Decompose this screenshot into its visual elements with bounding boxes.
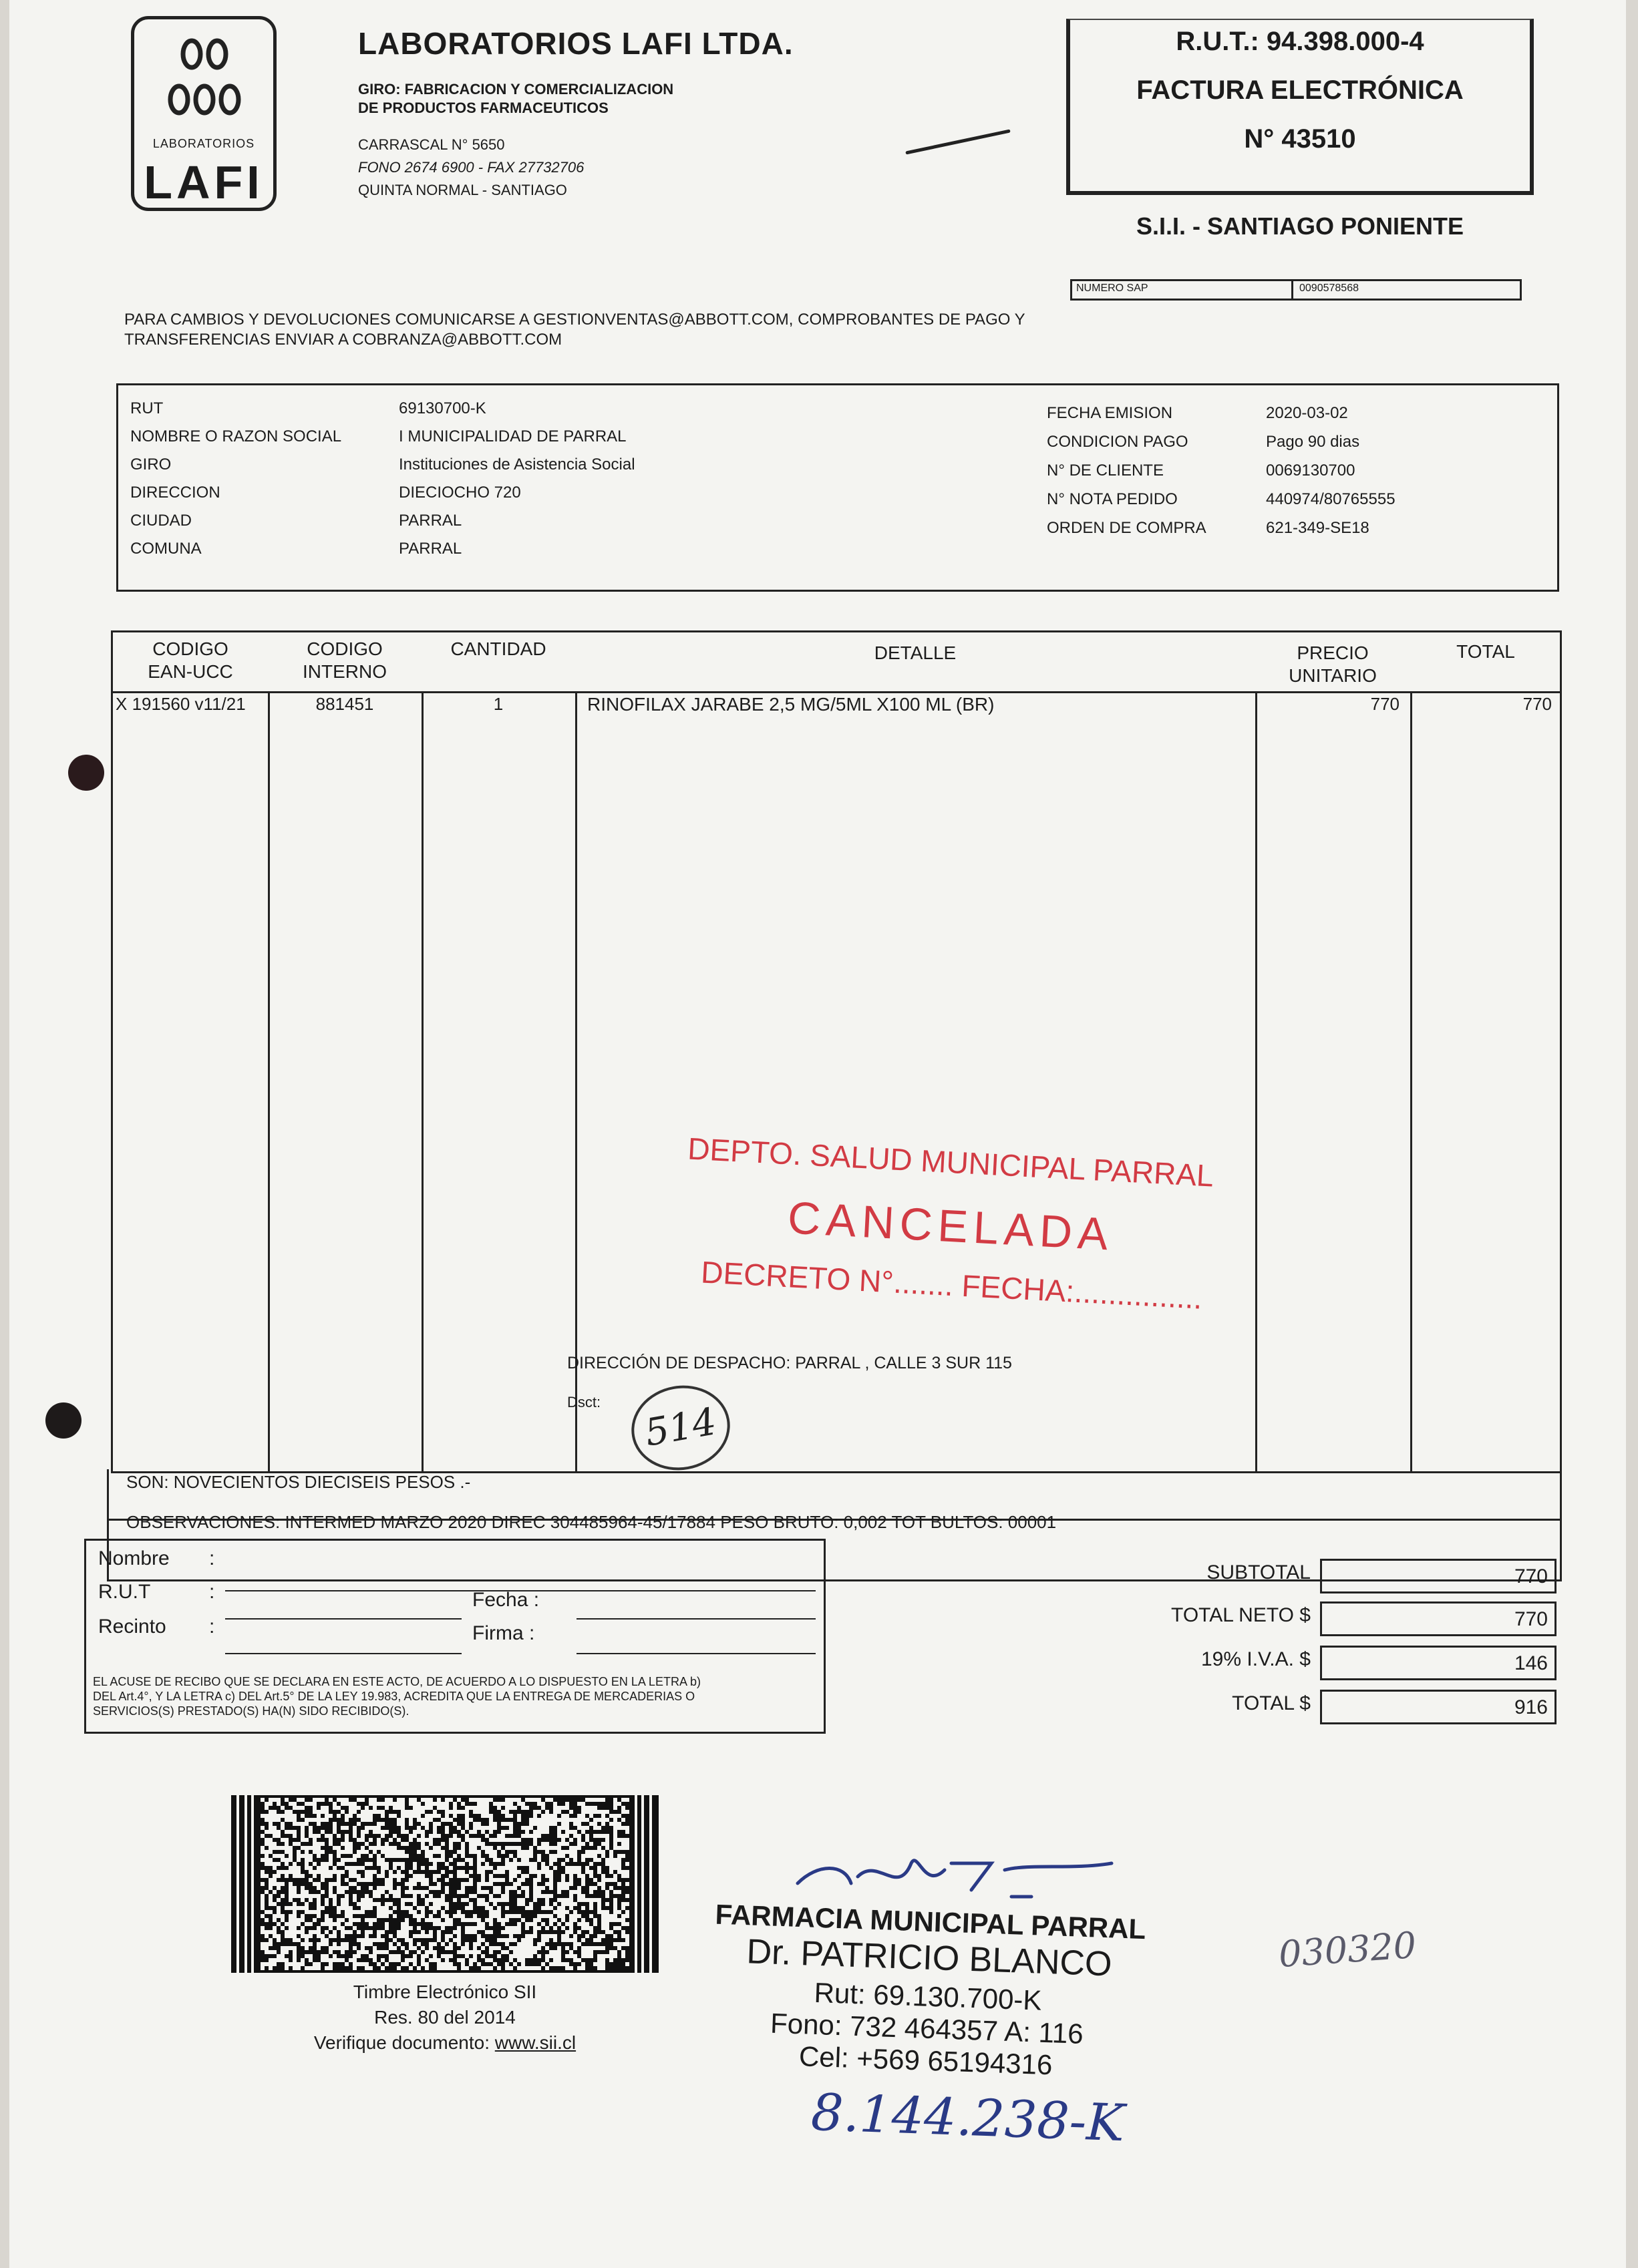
pharmacy-doctor: Dr. PATRICIO BLANCO: [746, 1932, 1113, 1984]
receipt-recinto-label: Recinto: [98, 1616, 166, 1638]
punch-hole: [45, 1402, 81, 1439]
header-ean: CODIGO EAN-UCC: [148, 638, 233, 682]
sap-box: [1070, 279, 1522, 301]
client-city: PARRAL: [399, 512, 462, 530]
client-name: I MUNICIPALIDAD DE PARRAL: [399, 427, 627, 445]
client-comuna: PARRAL: [399, 540, 462, 558]
handwritten-date: 030320: [1277, 1923, 1418, 1976]
amount-in-words: SON: NOVECIENTOS DIECISEIS PESOS .-: [126, 1472, 471, 1492]
sii-office: S.I.I. - SANTIAGO PONIENTE: [1136, 212, 1464, 240]
document-number: N° 43510: [1244, 124, 1356, 154]
dispatch-address: DIRECCIÓN DE DESPACHO: PARRAL , CALLE 3 SUR 115: [567, 1354, 1012, 1372]
company-city: QUINTA NORMAL - SANTIAGO: [358, 182, 567, 198]
item-internal-code: 881451: [315, 694, 374, 714]
grand-total-value: 916: [1320, 1690, 1557, 1724]
pharmacy-phone: Fono: 732 464357 A: 116: [770, 2007, 1084, 2050]
pdf417-barcode-icon: [231, 1795, 659, 1973]
vat-label: 19% I.V.A. $: [1200, 1648, 1311, 1670]
header-qty: CANTIDAD: [450, 638, 546, 659]
stamp-decree: DECRETO N°....... FECHA:...............: [700, 1254, 1203, 1316]
receipt-rut-label: R.U.T: [98, 1581, 151, 1603]
pharmacy-stamp: [698, 1898, 1158, 2085]
document-type: FACTURA ELECTRÓNICA: [1136, 75, 1464, 105]
electronic-stamp-text: Timbre Electrónico SII Res. 80 del 2014 Verifique documento: www.sii.cl: [313, 1981, 577, 2053]
punch-hole: [68, 755, 104, 791]
net-total-value: 770: [1320, 1601, 1557, 1636]
item-unit-price: 770: [1370, 694, 1400, 714]
stamp-cancelled: CANCELADA: [786, 1192, 1115, 1260]
receipt-box: Nombre : R.U.T : Recinto : Fecha : Firma : EL ACUSE DE RECIBO QUE SE DECLARA EN ESTE ACTO, DE ACUERDO A LO DISPUESTO EN LA LETRA b) DEL Art.4°, Y LA LETRA c) DEL Art.5° DE LA LEY 19.983, ACREDITA QUE LA ENTREGA DE MERCADERIAS O SERVICIOS(S) PRESTADO(S) HA(N) SIDO RECIBIDO(S).: [84, 1539, 826, 1734]
header-internal: CODIGO INTERNO: [303, 638, 387, 682]
items-table: [111, 630, 1562, 1473]
sap-value: 0090578568: [1299, 282, 1359, 294]
company-name: LABORATORIOS LAFI LTDA.: [358, 26, 794, 61]
purchase-order: 621-349-SE18: [1266, 519, 1369, 537]
receipt-date-label: Fecha :: [472, 1589, 540, 1611]
item-ean: X 191560 v11/21: [116, 694, 246, 714]
client-number: 0069130700: [1266, 461, 1355, 480]
vat-value: 146: [1320, 1646, 1557, 1680]
logo-caption: LABORATORIOS: [152, 137, 255, 150]
company-phone: FONO 2674 6900 - FAX 27732706: [358, 159, 585, 176]
payment-condition: Pago 90 dias: [1266, 433, 1360, 451]
receipt-name-label: Nombre: [98, 1547, 170, 1569]
company-street: CARRASCAL N° 5650: [358, 136, 505, 153]
company-address: [358, 134, 584, 202]
sap-label: NUMERO SAP: [1076, 282, 1148, 294]
discount-label: Dsct:: [567, 1394, 601, 1410]
company-logo: [131, 16, 277, 211]
subtotal-value: 770: [1320, 1559, 1557, 1593]
subtotal-label: SUBTOTAL: [1206, 1561, 1311, 1583]
pharmacy-cel: Cel: +569 65194316: [798, 2040, 1053, 2081]
circled-handwritten-number: 514: [625, 1378, 737, 1478]
sii-link[interactable]: www.sii.cl: [494, 2032, 577, 2053]
issuer-rut: R.U.T.: 94.398.000-4: [1176, 27, 1424, 56]
handwritten-rut: 8.144.238-K: [810, 2082, 1126, 2153]
receipt-signature-label: Firma :: [472, 1622, 535, 1644]
issue-date: 2020-03-02: [1266, 404, 1348, 422]
header-total: TOTAL: [1456, 641, 1515, 662]
header-detail: DETALLE: [874, 642, 957, 663]
item-detail: RINOFILAX JARABE 2,5 MG/5ML X100 ML (BR): [587, 694, 995, 715]
client-values-right: [1266, 399, 1396, 542]
item-quantity: 1: [493, 694, 504, 714]
invoice-page: [9, 0, 1626, 2268]
pen-stroke: [905, 129, 1011, 154]
pharmacy-name: FARMACIA MUNICIPAL PARRAL: [714, 1898, 1146, 1945]
client-address: DIECIOCHO 720: [399, 484, 521, 502]
client-values-left: [399, 395, 635, 563]
net-total-label: TOTAL NETO $: [1171, 1604, 1311, 1626]
observations: OBSERVACIONES: INTERMED MARZO 2020 DIREC 304485964-45/17884 PESO BRUTO: 0,002 TOT BULTOS: 00001: [126, 1512, 1057, 1532]
stamp-department: DEPTO. SALUD MUNICIPAL PARRAL: [687, 1131, 1214, 1193]
logo-hexagon-icon: [161, 37, 248, 124]
receipt-legal-text: EL ACUSE DE RECIBO QUE SE DECLARA EN ESTE ACTO, DE ACUERDO A LO DISPUESTO EN LA LETRA b) DEL Art.4°, Y LA LETRA c) DEL Art.5° DE LA LEY 19.983, ACREDITA QUE LA ENTREGA DE MERCADERIAS O SERVICIOS(S) PRESTADO(S) HA(N) SIDO RECIBIDO(S).: [93, 1675, 701, 1718]
company-giro: GIRO: FABRICACION Y COMERCIALIZACION DE PRODUCTOS FARMACEUTICOS: [358, 81, 674, 116]
logo-wordmark: LAFI: [144, 156, 264, 208]
client-rut: 69130700-K: [399, 399, 486, 417]
pharmacy-rut: Rut: 69.130.700-K: [813, 1976, 1043, 2016]
order-note-number: 440974/80765555: [1266, 490, 1396, 508]
handwritten-signature-icon: [791, 1837, 1125, 1910]
client-giro: Instituciones de Asistencia Social: [399, 455, 635, 474]
contact-notice: PARA CAMBIOS Y DEVOLUCIONES COMUNICARSE A GESTIONVENTAS@ABBOTT.COM, COMPROBANTES DE PAGO Y TRANSFERENCIAS ENVIAR A COBRANZA@ABBOTT.COM: [124, 311, 1025, 349]
header-unit-price: PRECIO UNITARIO: [1289, 642, 1377, 686]
grand-total-label: TOTAL $: [1232, 1692, 1311, 1714]
document-id-box: [1066, 19, 1534, 195]
client-labels-right: FECHA EMISION CONDICION PAGO N° DE CLIENTE N° NOTA PEDIDO ORDEN DE COMPRA: [1047, 404, 1206, 537]
client-labels-left: RUT NOMBRE O RAZON SOCIAL GIRO DIRECCION CIUDAD COMUNA: [130, 399, 342, 558]
client-info-box: [116, 383, 1559, 592]
item-total: 770: [1522, 694, 1552, 714]
